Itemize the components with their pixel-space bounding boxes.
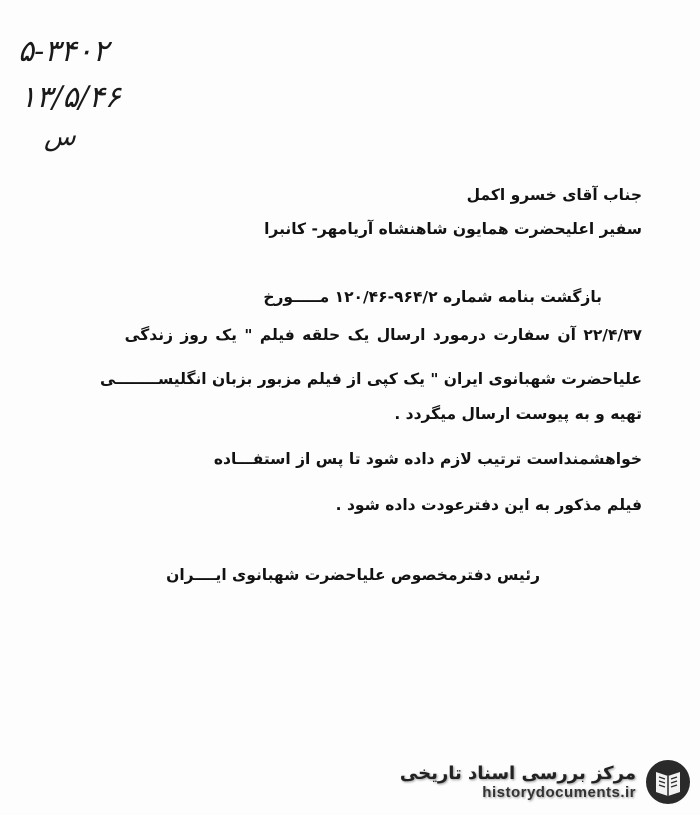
body-line-1: بازگشت بنامه شماره ۹۶۴/۲-۱۲۰/۴۶ مـــــورخ [263, 288, 602, 306]
signature-line: رئیس دفترمخصوص علیاحضرت شهبانوی ایــــران [166, 566, 540, 584]
watermark [400, 755, 692, 809]
body-line-3: علیاحضرت شهبانوی ایران " یک کپی از فیلم مزبور بزبان انگلیســــــــی [99, 370, 642, 388]
body-line-2: ۲۲/۴/۳۷ آن سفارت درمورد ارسال یک حلقه فیلم " یک روز زندگی [124, 326, 642, 344]
watermark-persian-title: مرکز بررسی اسناد تاریخی [399, 763, 636, 784]
handwritten-initial: س [44, 122, 76, 152]
handwritten-ref-number: ۵-۳۴۰۲ [18, 34, 109, 69]
recipient-title: سفیر اعلیحضرت همایون شاهنشاه آریامهر- کانبرا [264, 220, 642, 238]
watermark-url: historydocuments.ir [482, 784, 636, 801]
body-line-5: خواهشمنداست ترتیب لازم داده شود تا پس از استفـــاده [213, 450, 642, 468]
body-line-6: فیلم مذکور به این دفترعودت داده شود . [335, 496, 642, 514]
handwritten-date: ۱۳/۵/۴۶ [20, 80, 121, 115]
watermark-text [400, 763, 636, 801]
recipient-name: جناب آقای خسرو اکمل [466, 186, 642, 204]
archive-logo-icon [644, 758, 692, 806]
body-line-4: تهیه و به پیوست ارسال میگردد . [394, 405, 642, 423]
